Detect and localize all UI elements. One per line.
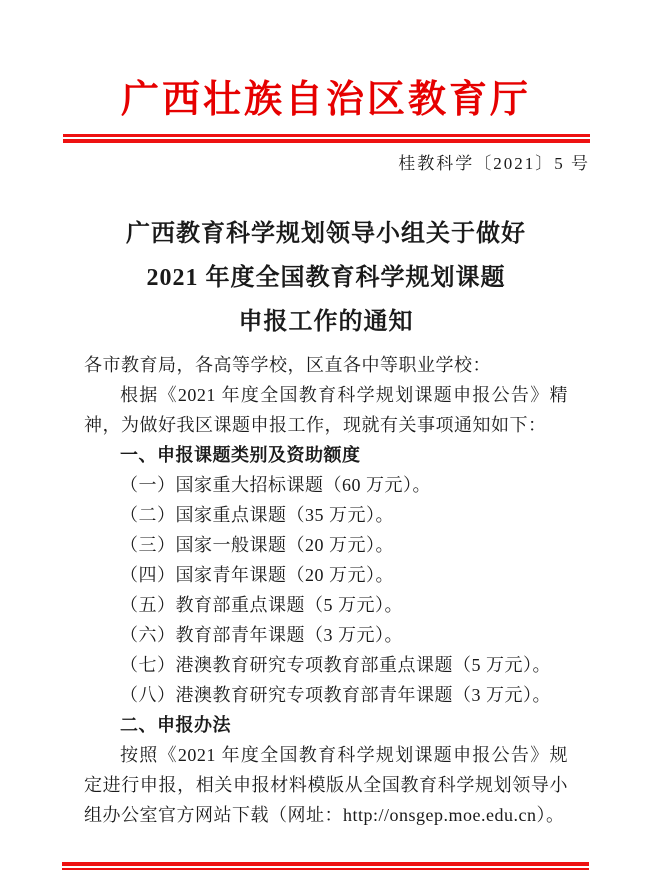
footer-red-divider <box>62 862 589 870</box>
notice-title-line-3: 申报工作的通知 <box>238 309 414 335</box>
list-item: （七）港澳教育研究专项教育部重点课题（5 万元）。 <box>120 655 551 675</box>
list-item: （二）国家重点课题（35 万元）。 <box>120 505 394 525</box>
section-2-paragraph: 按照《2021 年度全国教育科学规划课题申报公告》规定进行申报，相关申报材料模版从全国教育科学规划领导小组办公室官方网站下载（网址：http://onsgep.moe.edu.cn）。 <box>84 745 568 825</box>
intro-paragraph: 根据《2021 年度全国教育科学规划课题申报公告》精神，为做好我区课题申报工作，现就有关事项通知如下： <box>84 385 568 435</box>
section-1-heading: 一、申报课题类别及资助额度 <box>120 445 361 465</box>
list-item: （八）港澳教育研究专项教育部青年课题（3 万元）。 <box>120 685 551 705</box>
document-number: 桂教科学〔2021〕5 号 <box>398 154 590 173</box>
header-red-divider <box>63 134 590 143</box>
notice-title <box>40 212 612 344</box>
list-item: （四）国家青年课题（20 万元）。 <box>120 565 394 585</box>
list-item: （三）国家一般课题（20 万元）。 <box>120 535 394 555</box>
issuing-org-title: 广西壮族自治区教育厅 <box>120 79 531 121</box>
section-2-heading: 二、申报办法 <box>120 715 231 735</box>
list-item: （一）国家重大招标课题（60 万元）。 <box>120 475 431 495</box>
notice-body <box>84 350 568 830</box>
salutation-line: 各市教育局，各高等学校，区直各中等职业学校： <box>84 355 491 375</box>
list-item: （六）教育部青年课题（3 万元）。 <box>120 625 403 645</box>
list-item: （五）教育部重点课题（5 万元）。 <box>120 595 403 615</box>
notice-title-line-2: 2021 年度全国教育科学规划课题 <box>146 265 506 291</box>
notice-title-line-1: 广西教育科学规划领导小组关于做好 <box>126 221 526 247</box>
